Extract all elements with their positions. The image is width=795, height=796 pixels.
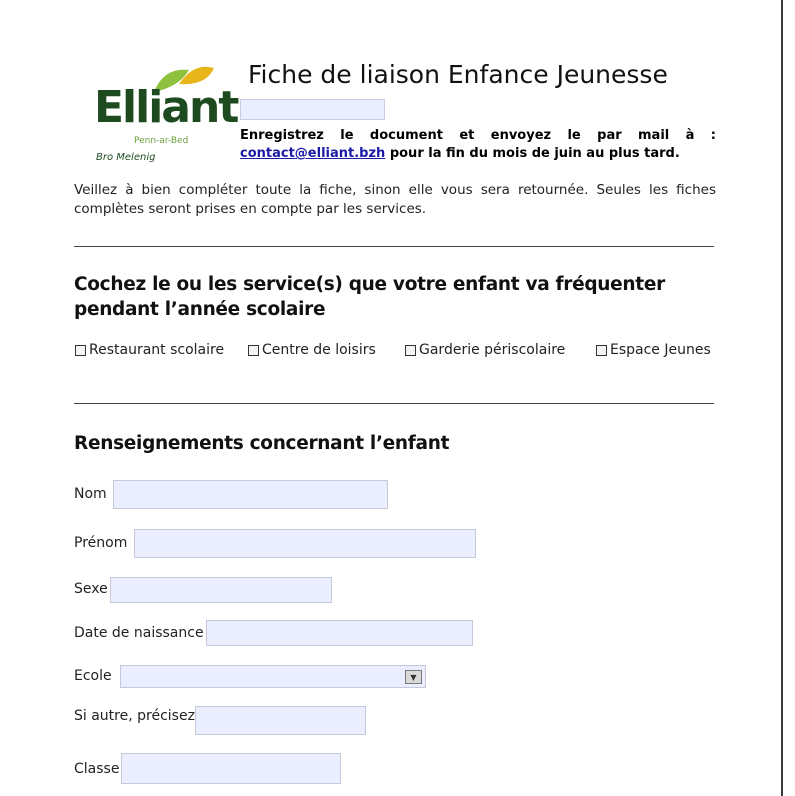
logo-wordmark: Elliant: [94, 82, 238, 133]
autre-label: Si autre, précisez: [74, 708, 195, 724]
checkbox-box[interactable]: [248, 345, 259, 356]
date-naissance-input[interactable]: [206, 620, 473, 646]
checkbox-centre-de-loisirs[interactable]: [248, 342, 376, 358]
instructions-line1: Enregistrez le document et envoyez le par mail à :: [240, 128, 716, 143]
checkbox-restaurant-scolaire[interactable]: [75, 342, 224, 358]
checkbox-label: Restaurant scolaire: [89, 342, 225, 358]
elliant-logo: [94, 66, 238, 166]
instructions: [240, 127, 716, 163]
nom-input[interactable]: [113, 480, 388, 509]
child-section-title: Renseignements concernant l’enfant: [74, 433, 450, 454]
services-section-title: Cochez le ou les service(s) que votre enfant va fréquenter pendant l’année scolaire: [74, 274, 665, 320]
ecole-select[interactable]: [120, 665, 426, 688]
checkbox-espace-jeunes[interactable]: [596, 342, 711, 358]
page-title: Fiche de liaison Enfance Jeunesse: [248, 60, 668, 89]
classe-input[interactable]: [121, 753, 341, 784]
date-naissance-label: Date de naissance: [74, 625, 204, 641]
prenom-input[interactable]: [134, 529, 476, 558]
checkbox-garderie-periscolaire[interactable]: [405, 342, 565, 358]
email-link[interactable]: contact@elliant.bzh: [240, 146, 386, 161]
chevron-down-icon[interactable]: ▼: [405, 670, 422, 684]
logo-subtitle: Penn-ar-Bed: [134, 136, 189, 146]
autre-input[interactable]: [195, 706, 366, 735]
checkbox-box[interactable]: [596, 345, 607, 356]
checkbox-label: Espace Jeunes: [610, 342, 711, 358]
nom-label: Nom: [74, 486, 107, 502]
scrollbar[interactable]: [781, 0, 795, 796]
instructions-line2: pour la fin du mois de juin au plus tard.: [385, 146, 680, 161]
logo-tagline: Bro Melenig: [96, 152, 156, 163]
intro-text: Veillez à bien compléter toute la fiche, sinon elle vous sera retournée. Seules les fiches complètes seront prises en compte par les services.: [74, 182, 716, 217]
classe-label: Classe: [74, 761, 120, 777]
divider: [74, 403, 714, 404]
checkbox-box[interactable]: [75, 345, 86, 356]
header-input-field[interactable]: [240, 99, 385, 120]
checkbox-label: Garderie périscolaire: [419, 342, 566, 358]
checkbox-label: Centre de loisirs: [262, 342, 376, 358]
checkbox-box[interactable]: [405, 345, 416, 356]
prenom-label: Prénom: [74, 535, 128, 551]
sexe-input[interactable]: [110, 577, 332, 603]
divider: [74, 246, 714, 247]
ecole-label: Ecole: [74, 668, 112, 684]
sexe-label: Sexe: [74, 581, 108, 597]
